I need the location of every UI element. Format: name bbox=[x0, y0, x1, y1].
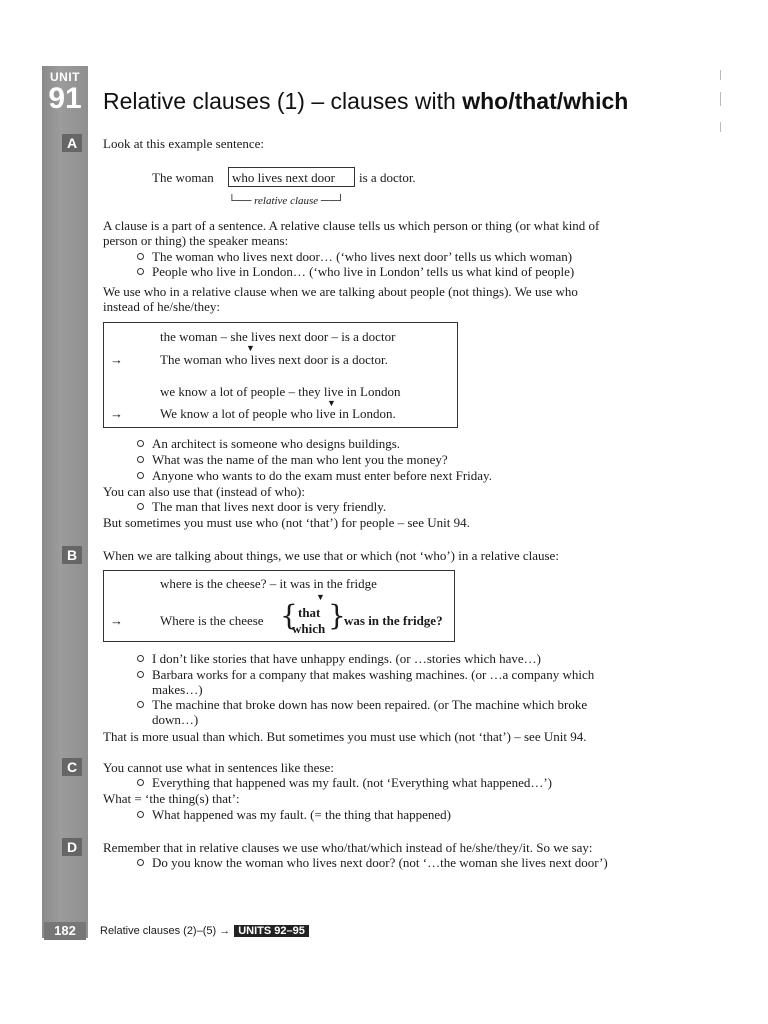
list-item: An architect is someone who designs buildings. bbox=[152, 436, 401, 451]
section-marker-b: B bbox=[62, 546, 82, 564]
box-line: was in the fridge? bbox=[344, 613, 443, 628]
box-line: the woman – she lives next door – is a doctor bbox=[160, 329, 396, 344]
page-title: Relative clauses (1) – clauses with who/that/which bbox=[103, 88, 629, 114]
list-item: Do you know the woman who lives next door? (not ‘…the woman she lives next door’) bbox=[152, 855, 608, 870]
text-line: Look at this example sentence: bbox=[103, 136, 265, 151]
bullet-icon bbox=[137, 456, 144, 463]
relative-clause-label: └── relative clause ──┘ bbox=[228, 195, 345, 207]
list-item: The woman who lives next door… (‘who lives next door’ tells us which woman) bbox=[152, 249, 573, 264]
list-item: What was the name of the man who lent you the money? bbox=[152, 452, 448, 467]
list-item: The man that lives next door is very friendly. bbox=[152, 499, 387, 514]
bullet-icon bbox=[137, 503, 144, 510]
box-line: We know a lot of people who live in London. bbox=[160, 406, 396, 421]
right-arrow-icon: → bbox=[110, 352, 123, 367]
right-arrow-icon: → bbox=[110, 613, 123, 628]
text-line: When we are talking about things, we use that or which (not ‘who’) in a relative clause: bbox=[103, 548, 559, 563]
bullet-icon bbox=[137, 701, 144, 708]
section-marker-a: A bbox=[62, 134, 82, 152]
list-item: Everything that happened was my fault. (not ‘Everything what happened…’) bbox=[152, 775, 552, 790]
box-line: Where is the cheese bbox=[160, 613, 264, 628]
text-line: That is more usual than which. But sometimes you must use which (not ‘that’) – see Unit 94. bbox=[103, 729, 587, 744]
example-pre: The woman bbox=[152, 170, 214, 185]
bullet-icon bbox=[137, 671, 144, 678]
section-marker-c: C bbox=[62, 758, 82, 776]
right-brace-icon: } bbox=[328, 599, 346, 632]
unit-label: UNIT bbox=[50, 70, 80, 84]
margin-mark bbox=[720, 122, 721, 132]
text-line: What = ‘the thing(s) that’: bbox=[103, 791, 240, 806]
list-item: down…) bbox=[152, 712, 199, 727]
section-marker-d: D bbox=[62, 838, 82, 856]
units-badge: UNITS 92–95 bbox=[234, 925, 309, 937]
text-line: But sometimes you must use who (not ‘that’) for people – see Unit 94. bbox=[103, 515, 470, 530]
down-arrow-icon: ▼ bbox=[316, 592, 325, 602]
down-arrow-icon: ▼ bbox=[327, 398, 336, 408]
unit-sidebar bbox=[42, 66, 88, 938]
box-line: where is the cheese? – it was in the fridge bbox=[160, 576, 377, 591]
text-line: A clause is a part of a sentence. A relative clause tells us which person or thing (or what kind of bbox=[103, 218, 600, 233]
down-arrow-icon: ▼ bbox=[246, 343, 255, 353]
list-item: makes…) bbox=[152, 682, 203, 697]
page-number: 182 bbox=[44, 922, 86, 940]
margin-mark bbox=[720, 92, 721, 106]
right-arrow-icon: → bbox=[110, 406, 123, 421]
left-brace-icon: { bbox=[280, 599, 298, 632]
list-item: People who live in London… (‘who live in London’ tells us what kind of people) bbox=[152, 264, 575, 279]
bullet-icon bbox=[137, 811, 144, 818]
list-item: Barbara works for a company that makes washing machines. (or …a company which bbox=[152, 667, 595, 682]
list-item: The machine that broke down has now been repaired. (or The machine which broke bbox=[152, 697, 588, 712]
cross-reference: Relative clauses (2)–(5) → UNITS 92–95 bbox=[100, 925, 309, 937]
text-line: person or thing) the speaker means: bbox=[103, 233, 289, 248]
text-line: You can also use that (instead of who): bbox=[103, 484, 305, 499]
list-item: What happened was my fault. (= the thing that happened) bbox=[152, 807, 452, 822]
bullet-icon bbox=[137, 472, 144, 479]
bullet-icon bbox=[137, 440, 144, 447]
text-line: instead of he/she/they: bbox=[103, 299, 220, 314]
unit-number: 91 bbox=[48, 82, 82, 115]
box-line: we know a lot of people – they live in London bbox=[160, 384, 401, 399]
bullet-icon bbox=[137, 268, 144, 275]
option-that: that bbox=[298, 605, 321, 620]
example-post: is a doctor. bbox=[359, 170, 416, 185]
example-boxed: who lives next door bbox=[232, 170, 335, 185]
option-which: which bbox=[292, 621, 326, 636]
list-item: Anyone who wants to do the exam must enter before next Friday. bbox=[152, 468, 492, 483]
bullet-icon bbox=[137, 779, 144, 786]
list-item: I don’t like stories that have unhappy endings. (or …stories which have…) bbox=[152, 651, 541, 666]
text-line: Remember that in relative clauses we use who/that/which instead of he/she/they/it. So we say: bbox=[103, 840, 593, 855]
bullet-icon bbox=[137, 655, 144, 662]
bullet-icon bbox=[137, 859, 144, 866]
bullet-icon bbox=[137, 253, 144, 260]
text-line: We use who in a relative clause when we are talking about people (not things). We use who bbox=[103, 284, 578, 299]
margin-mark bbox=[720, 70, 721, 80]
box-line: The woman who lives next door is a doctor. bbox=[160, 352, 388, 367]
text-line: You cannot use what in sentences like these: bbox=[103, 760, 334, 775]
